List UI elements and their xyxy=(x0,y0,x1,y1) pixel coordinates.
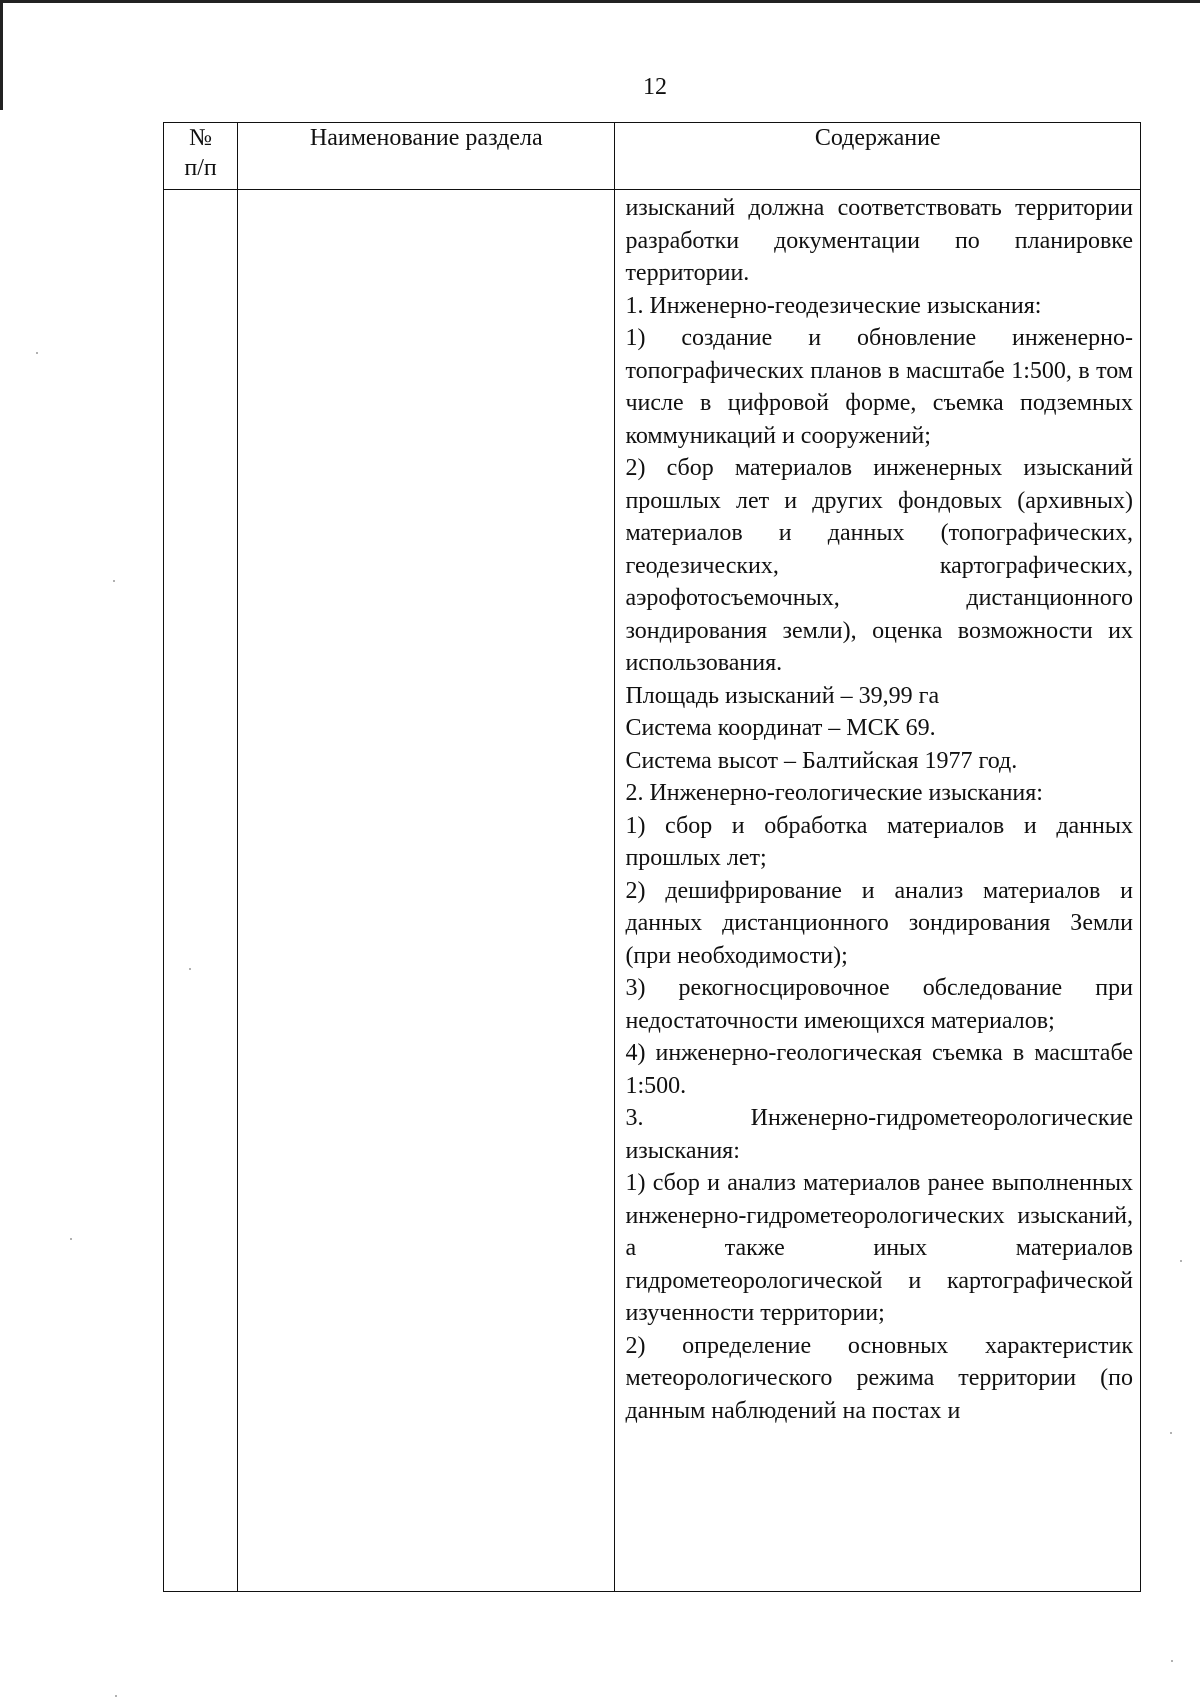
cell-content xyxy=(615,190,1141,1592)
page-number: 12 xyxy=(643,74,667,100)
scan-speck xyxy=(189,968,191,970)
scan-speck xyxy=(115,1695,117,1697)
content-paragraph: 4) инженерно-геологическая съемка в масштабе 1:500. xyxy=(625,1040,1133,1099)
table-header-row xyxy=(164,123,1141,190)
content-paragraph: изысканий должна соответствовать территории разработки документации по планировке территории. xyxy=(625,195,1133,286)
content-paragraph: 3) рекогносцировочное обследование при недостаточности имеющихся материалов; xyxy=(625,975,1133,1034)
content-paragraph: 2. Инженерно-геологические изыскания: xyxy=(625,780,1043,806)
header-number xyxy=(164,123,238,190)
scan-border-top xyxy=(0,0,1200,3)
content-paragraph: 2) определение основных характеристик метеорологического режима территории (по данным наблюдений на постах и xyxy=(625,1332,1133,1424)
scan-speck xyxy=(113,580,115,582)
content-paragraph: 3. Инженерно-гидрометеорологические изыскания: xyxy=(625,1105,1133,1164)
cell-number xyxy=(164,190,238,1592)
scan-speck xyxy=(70,1238,72,1240)
scan-speck xyxy=(1180,1260,1182,1262)
header-content: Содержание xyxy=(615,123,1141,190)
header-number-abbr: п/п xyxy=(184,155,217,181)
content-paragraph: 2) сбор материалов инженерных изысканий прошлых лет и других фондовых (архивных) материалов и данных (топографических, геодезических, картографических, аэрофотосъемочных, дистанционного зондирования земли), оценка возможности их использования. xyxy=(625,455,1133,676)
content-paragraph: 1. Инженерно-геодезические изыскания: xyxy=(625,292,1042,319)
content-text xyxy=(625,190,1133,1427)
scan-speck xyxy=(1171,1660,1173,1662)
content-paragraph: 1) сбор и анализ материалов ранее выполненных инженерно-гидрометеорологических изысканий, а также иных материалов гидрометеорологической и картографической изученности территории; xyxy=(625,1170,1133,1326)
header-number-symbol: № xyxy=(189,125,212,151)
content-paragraph: 1) создание и обновление инженерно-топографических планов в масштабе 1:500, в том числе в цифровой форме, съемка подземных коммуникаций и сооружений; xyxy=(625,325,1133,449)
content-paragraph: 1) сбор и обработка материалов и данных прошлых лет; xyxy=(625,812,1133,871)
table-row xyxy=(164,190,1141,1592)
content-paragraph: 2) дешифрирование и анализ материалов и данных дистанционного зондирования Земли (при необходимости); xyxy=(625,877,1133,969)
sections-table xyxy=(163,122,1141,1592)
content-paragraph: Система высот – Балтийская 1977 год. xyxy=(625,747,1018,774)
scan-speck xyxy=(36,352,38,354)
content-paragraph: Площадь изысканий – 39,99 га xyxy=(625,682,940,709)
header-section-name: Наименование раздела xyxy=(238,123,615,190)
scan-speck xyxy=(1170,1432,1172,1434)
content-paragraph: Система координат – МСК 69. xyxy=(625,715,936,741)
cell-section-name xyxy=(238,190,615,1592)
